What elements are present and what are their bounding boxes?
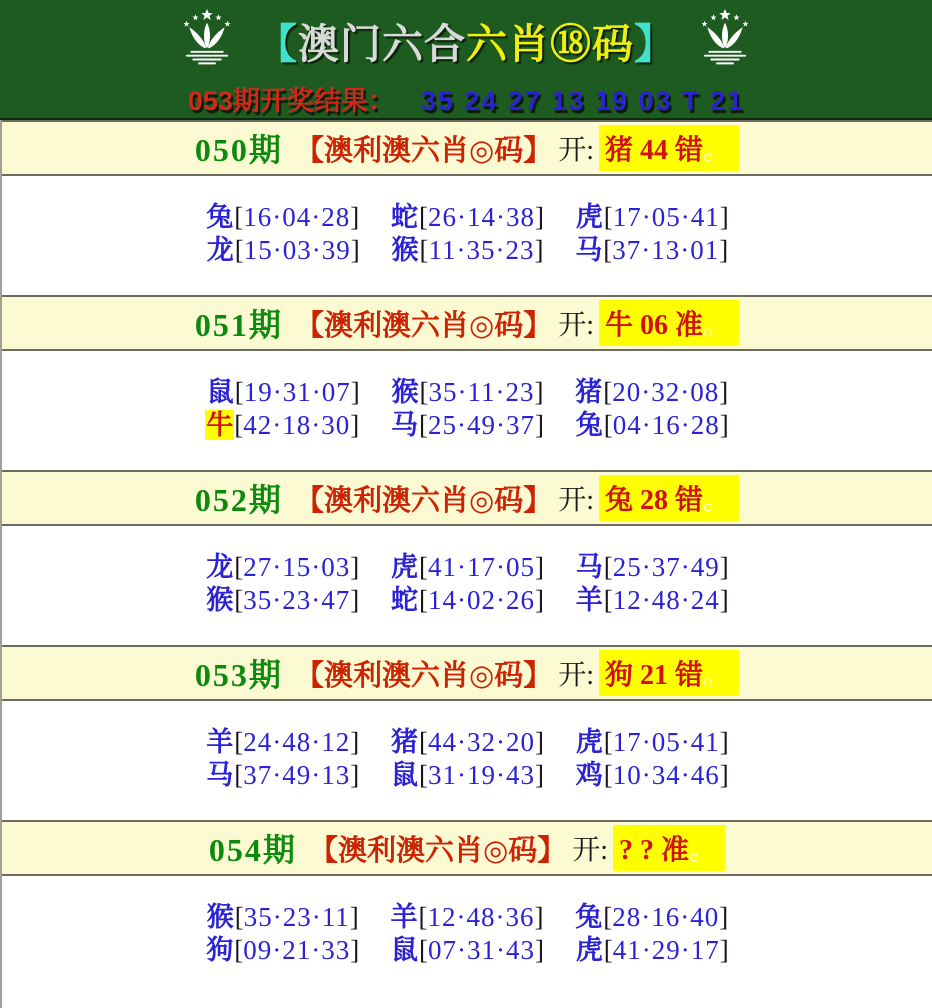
results-numbers: 35 24 27 13 19 03 T 21 bbox=[420, 86, 745, 116]
right-bracket: ] bbox=[350, 935, 360, 965]
zodiac-animal: 鸡 bbox=[575, 760, 603, 790]
right-bracket: ] bbox=[534, 935, 544, 965]
section-052 bbox=[2, 470, 932, 645]
section-053 bbox=[2, 645, 932, 820]
result-period: 。 bbox=[703, 660, 732, 691]
right-bracket: ] bbox=[350, 552, 360, 582]
zodiac-numbers: 42·18·30 bbox=[243, 410, 351, 440]
zodiac-entry bbox=[390, 202, 544, 232]
left-bracket: [ bbox=[234, 585, 244, 615]
right-bracket: ] bbox=[719, 235, 729, 265]
zodiac-numbers: 12·48·36 bbox=[427, 902, 535, 932]
zodiac-entry bbox=[390, 902, 544, 932]
zodiac-entry bbox=[390, 727, 544, 757]
zodiac-entry bbox=[391, 377, 544, 407]
zodiac-animal: 龙 bbox=[206, 552, 234, 582]
right-bracket: ] bbox=[350, 377, 360, 407]
section-header bbox=[2, 645, 932, 701]
left-bracket: [ bbox=[603, 377, 613, 407]
zodiac-numbers: 35·23·47 bbox=[243, 585, 351, 615]
zodiac-animal: 猪 bbox=[391, 727, 418, 757]
macau-lotus-emblem-icon bbox=[692, 8, 758, 72]
zodiac-numbers: 11·35·23 bbox=[428, 235, 535, 265]
zodiac-animal-highlighted: 牛 bbox=[206, 410, 234, 440]
left-bracket: [ bbox=[603, 760, 613, 790]
zodiac-entry bbox=[575, 585, 729, 615]
zodiac-numbers: 35·11·23 bbox=[428, 377, 535, 407]
left-bracket: [ bbox=[603, 935, 613, 965]
section-header bbox=[2, 295, 932, 351]
right-bracket: ] bbox=[719, 935, 729, 965]
data-row bbox=[2, 201, 932, 234]
issue-label: 054期 bbox=[208, 832, 297, 868]
result-highlight bbox=[599, 650, 739, 696]
zodiac-animal: 虎 bbox=[391, 552, 418, 582]
right-bracket: ] bbox=[534, 585, 544, 615]
result-text: 兔 28 错 bbox=[605, 485, 704, 516]
open-label: 开: bbox=[572, 835, 609, 866]
latest-results-line bbox=[0, 79, 932, 118]
left-bracket: [ bbox=[603, 727, 613, 757]
left-bracket: [ bbox=[603, 235, 613, 265]
right-bracket: ] bbox=[719, 410, 729, 440]
issue-label: 052期 bbox=[194, 482, 283, 518]
result-highlight bbox=[599, 300, 739, 346]
left-bracket: [ bbox=[419, 410, 428, 440]
right-bracket: ] bbox=[534, 902, 544, 932]
section-body bbox=[2, 701, 932, 820]
right-bracket: ] bbox=[534, 760, 544, 790]
left-bracket: [ bbox=[234, 410, 244, 440]
zodiac-numbers: 04·16·28 bbox=[612, 410, 720, 440]
zodiac-numbers: 25·49·37 bbox=[428, 410, 535, 440]
left-bracket: [ bbox=[234, 235, 244, 265]
zodiac-numbers: 17·05·41 bbox=[612, 202, 720, 232]
zodiac-numbers: 17·05·41 bbox=[612, 727, 720, 757]
left-bracket: [ bbox=[234, 760, 244, 790]
left-bracket: [ bbox=[603, 902, 613, 932]
result-highlight bbox=[599, 125, 739, 171]
zodiac-animal: 猪 bbox=[575, 377, 603, 407]
result-highlight bbox=[613, 825, 725, 871]
section-body bbox=[2, 351, 932, 470]
result-period: 。 bbox=[703, 135, 732, 166]
right-bracket: ] bbox=[350, 410, 360, 440]
right-bracket: ] bbox=[534, 552, 544, 582]
zodiac-numbers: 07·31·43 bbox=[428, 935, 535, 965]
zodiac-entry bbox=[205, 585, 359, 615]
data-row bbox=[2, 584, 932, 617]
zodiac-numbers: 24·48·12 bbox=[243, 727, 351, 757]
right-bracket: ] bbox=[349, 902, 359, 932]
right-bracket: ] bbox=[534, 410, 544, 440]
zodiac-entry bbox=[575, 202, 729, 232]
zodiac-animal: 蛇 bbox=[391, 585, 418, 615]
zodiac-animal: 虎 bbox=[575, 202, 603, 232]
open-label: 开: bbox=[558, 310, 595, 341]
zodiac-animal: 猴 bbox=[206, 902, 234, 932]
section-header bbox=[2, 120, 932, 176]
zodiac-entry bbox=[390, 760, 544, 790]
right-bracket: ] bbox=[534, 727, 544, 757]
zodiac-animal: 鼠 bbox=[206, 377, 234, 407]
macau-lotus-emblem-icon bbox=[174, 8, 240, 72]
section-body bbox=[2, 176, 932, 295]
zodiac-numbers: 19·31·07 bbox=[243, 377, 351, 407]
zodiac-numbers: 09·21·33 bbox=[243, 935, 351, 965]
result-period: 。 bbox=[689, 835, 718, 866]
section-header bbox=[2, 820, 932, 876]
masthead bbox=[0, 0, 932, 120]
zodiac-animal: 羊 bbox=[206, 727, 234, 757]
left-bracket: [ bbox=[234, 935, 244, 965]
right-bracket: ] bbox=[719, 902, 729, 932]
right-bracket: ] bbox=[350, 202, 360, 232]
left-bracket: [ bbox=[419, 935, 428, 965]
right-bracket: ] bbox=[719, 552, 729, 582]
data-row bbox=[2, 376, 932, 409]
data-row bbox=[2, 759, 932, 792]
data-row bbox=[2, 409, 932, 442]
left-bracket: [ bbox=[419, 377, 429, 407]
result-period: 。 bbox=[703, 485, 732, 516]
left-bracket: [ bbox=[603, 585, 613, 615]
zodiac-animal: 马 bbox=[575, 235, 603, 265]
left-bracket: [ bbox=[419, 585, 428, 615]
result-text: ? ? 准 bbox=[619, 835, 690, 866]
zodiac-entry bbox=[205, 935, 359, 965]
zodiac-numbers: 28·16·40 bbox=[612, 902, 720, 932]
section-header bbox=[2, 470, 932, 526]
data-row bbox=[2, 934, 932, 967]
open-label: 开: bbox=[558, 485, 595, 516]
zodiac-animal: 猴 bbox=[391, 377, 419, 407]
zodiac-animal: 猴 bbox=[391, 235, 419, 265]
left-bracket: [ bbox=[419, 235, 429, 265]
section-body bbox=[2, 876, 932, 1008]
zodiac-entry bbox=[391, 235, 544, 265]
zodiac-numbers: 14·02·26 bbox=[428, 585, 535, 615]
right-bracket: ] bbox=[534, 235, 544, 265]
zodiac-entry bbox=[574, 377, 728, 407]
zodiac-numbers: 35·23·11 bbox=[243, 902, 350, 932]
open-label: 开: bbox=[558, 660, 595, 691]
zodiac-entry bbox=[206, 235, 360, 265]
brand-label: 【澳利澳六肖◎码】 bbox=[308, 834, 567, 867]
zodiac-numbers: 12·48·24 bbox=[612, 585, 720, 615]
zodiac-numbers: 26·14·38 bbox=[428, 202, 535, 232]
right-bracket: ] bbox=[534, 202, 544, 232]
zodiac-entry bbox=[205, 552, 359, 582]
zodiac-animal: 马 bbox=[575, 552, 603, 582]
zodiac-entry bbox=[205, 727, 359, 757]
left-bracket: [ bbox=[234, 552, 244, 582]
right-bracket: ] bbox=[350, 727, 360, 757]
brand-label: 【澳利澳六肖◎码】 bbox=[294, 484, 553, 517]
zodiac-animal: 龙 bbox=[206, 235, 234, 265]
zodiac-animal: 羊 bbox=[390, 902, 418, 932]
left-bracket: [ bbox=[419, 552, 428, 582]
left-bracket: [ bbox=[234, 377, 244, 407]
zodiac-entry bbox=[574, 235, 728, 265]
right-bracket: ] bbox=[719, 585, 729, 615]
issue-label: 050期 bbox=[194, 132, 283, 168]
title-gray-text: 澳门六合 bbox=[298, 20, 466, 67]
section-054 bbox=[2, 820, 932, 1008]
zodiac-animal: 兔 bbox=[575, 902, 603, 932]
zodiac-entry bbox=[205, 410, 359, 440]
result-text: 牛 06 准 bbox=[605, 310, 704, 341]
zodiac-animal: 鼠 bbox=[391, 935, 418, 965]
zodiac-entry bbox=[390, 552, 544, 582]
title-row bbox=[0, 6, 932, 74]
result-text: 狗 21 错 bbox=[605, 660, 704, 691]
right-bracket: ] bbox=[350, 585, 360, 615]
brand-label: 【澳利澳六肖◎码】 bbox=[294, 309, 553, 342]
right-bracket: ] bbox=[350, 760, 360, 790]
zodiac-animal: 虎 bbox=[575, 727, 603, 757]
data-row bbox=[2, 901, 932, 934]
section-050 bbox=[2, 120, 932, 295]
right-bracket: ] bbox=[719, 760, 729, 790]
zodiac-numbers: 44·32·20 bbox=[428, 727, 535, 757]
title-close-bracket: 】 bbox=[634, 20, 676, 67]
zodiac-entry bbox=[205, 202, 359, 232]
title-open-bracket: 【 bbox=[256, 20, 298, 67]
right-bracket: ] bbox=[350, 235, 360, 265]
zodiac-entry bbox=[575, 935, 729, 965]
zodiac-numbers: 31·19·43 bbox=[428, 760, 535, 790]
zodiac-animal: 马 bbox=[391, 410, 418, 440]
zodiac-entry bbox=[574, 902, 728, 932]
page-title bbox=[256, 11, 676, 70]
left-bracket: [ bbox=[419, 202, 428, 232]
brand-label: 【澳利澳六肖◎码】 bbox=[294, 134, 553, 167]
zodiac-numbers: 41·29·17 bbox=[612, 935, 720, 965]
zodiac-numbers: 20·32·08 bbox=[612, 377, 720, 407]
left-bracket: [ bbox=[419, 727, 428, 757]
zodiac-numbers: 25·37·49 bbox=[612, 552, 720, 582]
right-bracket: ] bbox=[719, 727, 729, 757]
left-bracket: [ bbox=[603, 410, 613, 440]
issue-label: 053期 bbox=[194, 657, 283, 693]
data-row bbox=[2, 234, 932, 267]
zodiac-entry bbox=[205, 760, 359, 790]
left-bracket: [ bbox=[603, 202, 613, 232]
zodiac-entry bbox=[206, 377, 360, 407]
left-bracket: [ bbox=[234, 727, 244, 757]
left-bracket: [ bbox=[234, 902, 244, 932]
zodiac-animal: 羊 bbox=[575, 585, 603, 615]
right-bracket: ] bbox=[719, 377, 729, 407]
left-bracket: [ bbox=[234, 202, 244, 232]
zodiac-entry bbox=[390, 410, 544, 440]
data-row bbox=[2, 551, 932, 584]
zodiac-entry bbox=[575, 760, 729, 790]
zodiac-entry bbox=[390, 935, 544, 965]
zodiac-numbers: 37·13·01 bbox=[612, 235, 720, 265]
zodiac-numbers: 37·49·13 bbox=[243, 760, 351, 790]
zodiac-numbers: 27·15·03 bbox=[243, 552, 351, 582]
left-bracket: [ bbox=[603, 552, 613, 582]
result-highlight bbox=[599, 475, 739, 521]
left-bracket: [ bbox=[418, 902, 428, 932]
zodiac-numbers: 41·17·05 bbox=[428, 552, 535, 582]
zodiac-animal: 兔 bbox=[575, 410, 603, 440]
open-label: 开: bbox=[558, 135, 595, 166]
result-text: 猪 44 错 bbox=[605, 135, 704, 166]
sections-list bbox=[0, 120, 932, 1008]
zodiac-entry bbox=[390, 585, 544, 615]
zodiac-animal: 猴 bbox=[206, 585, 234, 615]
brand-label: 【澳利澳六肖◎码】 bbox=[294, 659, 553, 692]
zodiac-entry bbox=[575, 727, 729, 757]
zodiac-numbers: 10·34·46 bbox=[612, 760, 720, 790]
issue-label: 051期 bbox=[194, 307, 283, 343]
data-row bbox=[2, 726, 932, 759]
section-051 bbox=[2, 295, 932, 470]
zodiac-animal: 马 bbox=[206, 760, 234, 790]
zodiac-numbers: 16·04·28 bbox=[243, 202, 351, 232]
right-bracket: ] bbox=[719, 202, 729, 232]
right-bracket: ] bbox=[534, 377, 544, 407]
zodiac-animal: 狗 bbox=[206, 935, 234, 965]
section-body bbox=[2, 526, 932, 645]
zodiac-numbers: 15·03·39 bbox=[243, 235, 351, 265]
zodiac-animal: 鼠 bbox=[391, 760, 418, 790]
zodiac-animal: 虎 bbox=[575, 935, 603, 965]
result-period: 。 bbox=[703, 310, 732, 341]
left-bracket: [ bbox=[419, 760, 428, 790]
zodiac-animal: 兔 bbox=[206, 202, 234, 232]
zodiac-animal: 蛇 bbox=[391, 202, 418, 232]
zodiac-entry bbox=[575, 552, 729, 582]
results-label: 053期开奖结果： bbox=[187, 86, 395, 116]
zodiac-entry bbox=[206, 902, 359, 932]
title-yellow-text: 六肖⑱码 bbox=[466, 20, 634, 67]
zodiac-entry bbox=[575, 410, 729, 440]
